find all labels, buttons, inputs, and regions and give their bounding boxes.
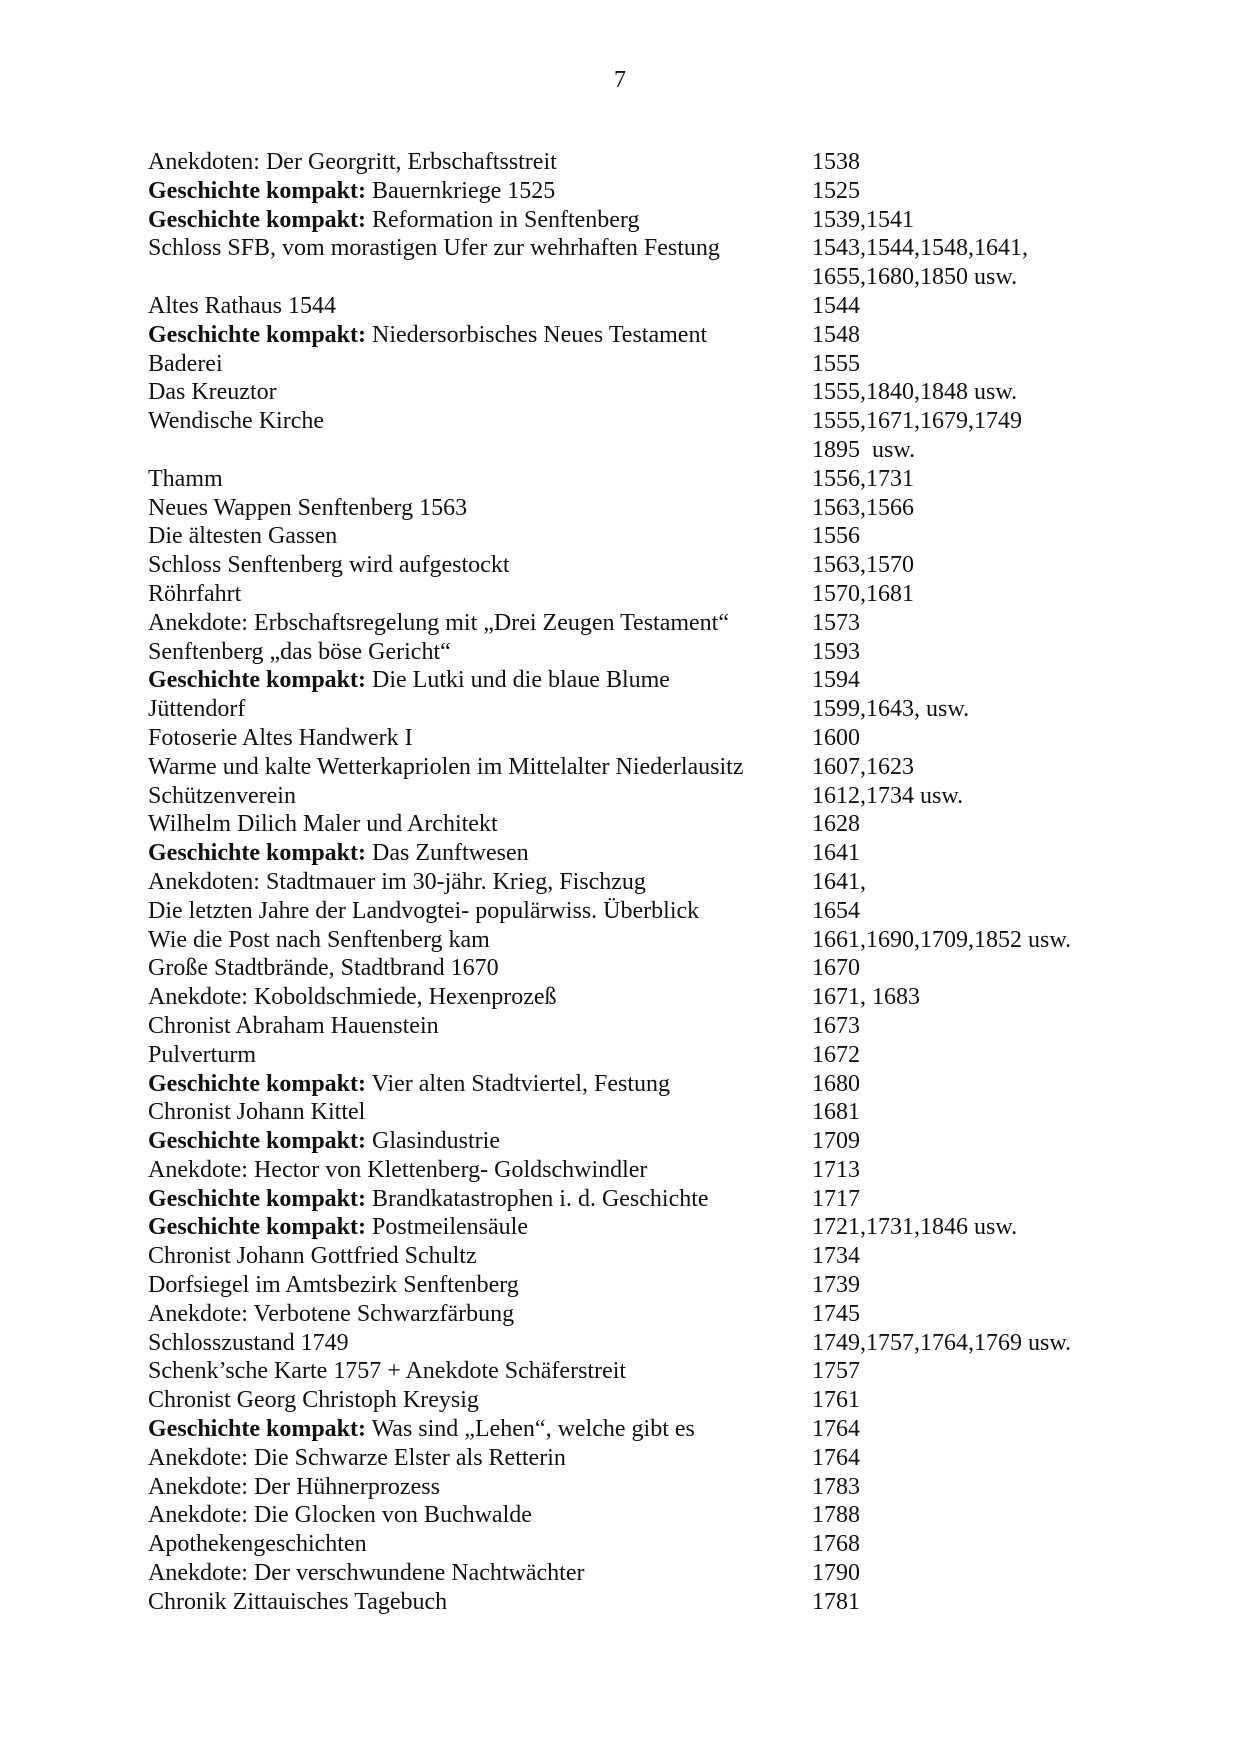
entry-title-text: Anekdote: Verbotene Schwarzfärbung — [148, 1300, 515, 1327]
entry-years — [812, 1070, 1108, 1099]
toc-entry — [148, 148, 1108, 177]
entry-years — [812, 1530, 1108, 1559]
entry-years — [812, 177, 1108, 206]
entry-year-line: 1788 — [812, 1502, 860, 1529]
toc-entry — [148, 926, 1108, 955]
entry-year-line: 1783 — [812, 1473, 860, 1500]
entry-years — [812, 1588, 1108, 1617]
entry-year-line: 1555,1671,1679,1749 — [812, 408, 1022, 435]
toc-entry — [148, 1242, 1108, 1271]
entry-year-line: 1607,1623 — [812, 753, 914, 780]
toc-entry — [148, 897, 1108, 926]
entry-year-line: 1563,1570 — [812, 552, 914, 579]
entry-year-line: 1670 — [812, 955, 860, 982]
entry-title-text: Was sind „Lehen“, welche gibt es — [366, 1416, 695, 1443]
toc-entry — [148, 1415, 1108, 1444]
entry-title — [148, 206, 812, 235]
entry-title — [148, 1415, 812, 1444]
entry-years — [812, 724, 1108, 753]
entry-title-text: Anekdote: Die Glocken von Buchwalde — [148, 1502, 532, 1529]
entry-year-line: 1654 — [812, 897, 860, 924]
entry-title-text: Anekdote: Der verschwundene Nachtwächter — [148, 1560, 585, 1587]
entry-years — [812, 407, 1108, 465]
entry-years — [812, 695, 1108, 724]
toc-entry — [148, 1559, 1108, 1588]
entry-title-text: Glasindustrie — [366, 1128, 500, 1155]
entry-year-line: 1681 — [812, 1099, 860, 1126]
entry-year-line: 1713 — [812, 1156, 860, 1183]
entry-title-text: Neues Wappen Senftenberg 1563 — [148, 494, 468, 521]
entry-title — [148, 609, 812, 638]
entry-year-line: 1555 — [812, 350, 860, 377]
entry-years — [812, 954, 1108, 983]
entry-title — [148, 1444, 812, 1473]
entry-category-prefix: Geschichte kompakt: — [148, 1416, 366, 1443]
entry-year-line: 1599,1643, usw. — [812, 696, 970, 723]
toc-entry — [148, 609, 1108, 638]
entry-title — [148, 1329, 812, 1358]
entry-years — [812, 1213, 1108, 1242]
table-of-contents — [148, 148, 1108, 1617]
toc-entry — [148, 494, 1108, 523]
entry-title — [148, 810, 812, 839]
entry-title — [148, 465, 812, 494]
entry-title — [148, 177, 812, 206]
toc-entry — [148, 1185, 1108, 1214]
page-number: 7 — [614, 67, 626, 93]
entry-title — [148, 378, 812, 407]
entry-year-line: 1570,1681 — [812, 580, 914, 607]
entry-year-line: 1543,1544,1548,1641, — [812, 235, 1028, 262]
entry-year-line: 1600 — [812, 724, 860, 751]
entry-title — [148, 1185, 812, 1214]
toc-entry — [148, 1473, 1108, 1502]
entry-years — [812, 494, 1108, 523]
entry-years — [812, 1242, 1108, 1271]
toc-entry — [148, 1127, 1108, 1156]
entry-years — [812, 1012, 1108, 1041]
entry-year-line: 1749,1757,1764,1769 usw. — [812, 1329, 1072, 1356]
entry-title-text: Die ältesten Gassen — [148, 523, 338, 550]
toc-entry — [148, 1156, 1108, 1185]
entry-year-line: 1544 — [812, 292, 860, 319]
toc-entry — [148, 868, 1108, 897]
entry-title-text: Schenk’sche Karte 1757 + Anekdote Schäferstreit — [148, 1358, 627, 1385]
entry-year-line: 1563,1566 — [812, 494, 914, 521]
entry-title-text: Dorfsiegel im Amtsbezirk Senftenberg — [148, 1272, 519, 1299]
toc-entry — [148, 206, 1108, 235]
entry-title-text: Schlosszustand 1749 — [148, 1329, 349, 1356]
entry-years — [812, 897, 1108, 926]
entry-years — [812, 551, 1108, 580]
toc-entry — [148, 638, 1108, 667]
entry-title-text: Anekdote: Der Hühnerprozess — [148, 1473, 440, 1500]
entry-year-line: 1761 — [812, 1387, 860, 1414]
entry-title-text: Chronik Zittauisches Tagebuch — [148, 1588, 448, 1615]
entry-title — [148, 868, 812, 897]
entry-years — [812, 638, 1108, 667]
entry-title — [148, 1213, 812, 1242]
entry-title-text: Schützenverein — [148, 782, 296, 809]
toc-entry — [148, 695, 1108, 724]
entry-years — [812, 1415, 1108, 1444]
entry-category-prefix: Geschichte kompakt: — [148, 177, 366, 204]
entry-title-text: Chronist Georg Christoph Kreysig — [148, 1387, 479, 1414]
entry-years — [812, 465, 1108, 494]
entry-title-text: Wendische Kirche — [148, 408, 324, 435]
toc-entry — [148, 350, 1108, 379]
entry-year-line: 1628 — [812, 811, 860, 838]
entry-title — [148, 1012, 812, 1041]
entry-title-text: Das Zunftwesen — [366, 840, 529, 867]
entry-title-text: Apothekengeschichten — [148, 1531, 367, 1558]
entry-year-line: 1641, — [812, 868, 866, 895]
entry-years — [812, 378, 1108, 407]
toc-entry — [148, 292, 1108, 321]
entry-title-text: Anekdote: Hector von Klettenberg- Goldschwindler — [148, 1156, 648, 1183]
entry-year-line: 1672 — [812, 1041, 860, 1068]
entry-years — [812, 839, 1108, 868]
entry-title — [148, 522, 812, 551]
entry-title-text: Die Lutki und die blaue Blume — [366, 667, 670, 694]
entry-year-line: 1781 — [812, 1588, 860, 1615]
entry-years — [812, 1041, 1108, 1070]
entry-year-line: 1594 — [812, 667, 860, 694]
toc-entry — [148, 983, 1108, 1012]
entry-title — [148, 1386, 812, 1415]
toc-entry — [148, 1271, 1108, 1300]
entry-title-text: Chronist Johann Gottfried Schultz — [148, 1243, 477, 1270]
entry-title — [148, 148, 812, 177]
entry-title — [148, 1156, 812, 1185]
entry-title-text: Niedersorbisches Neues Testament — [366, 321, 708, 348]
toc-entry — [148, 551, 1108, 580]
toc-entry — [148, 1300, 1108, 1329]
entry-year-line: 1641 — [812, 840, 860, 867]
entry-category-prefix: Geschichte kompakt: — [148, 1214, 366, 1241]
toc-entry — [148, 1588, 1108, 1617]
entry-category-prefix: Geschichte kompakt: — [148, 206, 366, 233]
toc-entry — [148, 666, 1108, 695]
entry-year-line: 1593 — [812, 638, 860, 665]
toc-entry — [148, 954, 1108, 983]
entry-title — [148, 321, 812, 350]
entry-years — [812, 1357, 1108, 1386]
entry-title-text: Fotoserie Altes Handwerk I — [148, 724, 413, 751]
entry-title-text: Anekdoten: Stadtmauer im 30-jähr. Krieg, Fischzug — [148, 868, 646, 895]
entry-year-line: 1734 — [812, 1243, 860, 1270]
entry-title — [148, 551, 812, 580]
entry-title — [148, 695, 812, 724]
entry-year-line: 1745 — [812, 1300, 860, 1327]
entry-year-line: 1790 — [812, 1560, 860, 1587]
entry-years — [812, 609, 1108, 638]
entry-title — [148, 926, 812, 955]
entry-title — [148, 1271, 812, 1300]
entry-title-text: Anekdoten: Der Georgritt, Erbschaftsstreit — [148, 149, 557, 175]
entry-years — [812, 1156, 1108, 1185]
toc-entry — [148, 321, 1108, 350]
entry-year-line: 1538 — [812, 149, 860, 175]
entry-year-line: 1548 — [812, 321, 860, 348]
toc-entry — [148, 1098, 1108, 1127]
entry-title-text: Senftenberg „das böse Gericht“ — [148, 638, 451, 665]
entry-years — [812, 782, 1108, 811]
entry-title — [148, 782, 812, 811]
entry-title — [148, 983, 812, 1012]
entry-years — [812, 926, 1108, 955]
toc-entry — [148, 1070, 1108, 1099]
entry-year-line: 1768 — [812, 1531, 860, 1558]
entry-title-text: Anekdote: Erbschaftsregelung mit „Drei Zeugen Testament“ — [148, 609, 730, 636]
toc-entry — [148, 753, 1108, 782]
entry-years — [812, 206, 1108, 235]
entry-category-prefix: Geschichte kompakt: — [148, 1128, 366, 1155]
entry-years — [812, 1127, 1108, 1156]
entry-title — [148, 1530, 812, 1559]
entry-title — [148, 954, 812, 983]
toc-entry — [148, 407, 1108, 465]
entry-title-text: Das Kreuztor — [148, 379, 277, 406]
entry-year-line: 1573 — [812, 609, 860, 636]
entry-year-line: 1525 — [812, 177, 860, 204]
entry-years — [812, 1271, 1108, 1300]
entry-title-text: Brandkatastrophen i. d. Geschichte — [366, 1185, 709, 1212]
entry-title — [148, 350, 812, 379]
entry-category-prefix: Geschichte kompakt: — [148, 1070, 366, 1097]
entry-title-text: Anekdote: Koboldschmiede, Hexenprozeß — [148, 984, 557, 1011]
toc-entry — [148, 580, 1108, 609]
entry-years — [812, 1098, 1108, 1127]
entry-title-text: Wie die Post nach Senftenberg kam — [148, 926, 490, 953]
entry-title-text: Röhrfahrt — [148, 580, 242, 607]
toc-entry — [148, 1444, 1108, 1473]
entry-year-line: 1539,1541 — [812, 206, 914, 233]
entry-year-line: 1612,1734 usw. — [812, 782, 964, 809]
entry-title — [148, 1242, 812, 1271]
entry-year-line: 1739 — [812, 1272, 860, 1299]
toc-entry — [148, 1530, 1108, 1559]
entry-title-text: Schloss Senftenberg wird aufgestockt — [148, 552, 510, 579]
entry-title-text: Baderei — [148, 350, 223, 377]
entry-years — [812, 753, 1108, 782]
entry-title — [148, 897, 812, 926]
toc-entry — [148, 724, 1108, 753]
toc-entry — [148, 1386, 1108, 1415]
toc-entry — [148, 1501, 1108, 1530]
entry-title — [148, 1357, 812, 1386]
entry-title — [148, 580, 812, 609]
entry-years — [812, 1501, 1108, 1530]
entry-year-line: 1556 — [812, 523, 860, 550]
entry-category-prefix: Geschichte kompakt: — [148, 667, 366, 694]
entry-years — [812, 1329, 1108, 1358]
entry-title — [148, 1588, 812, 1617]
entry-title — [148, 638, 812, 667]
entry-title-text: Vier alten Stadtviertel, Festung — [366, 1070, 671, 1097]
toc-entry — [148, 782, 1108, 811]
entry-title — [148, 1501, 812, 1530]
entry-years — [812, 580, 1108, 609]
entry-year-line: 1555,1840,1848 usw. — [812, 379, 1018, 406]
entry-year-line: 1673 — [812, 1012, 860, 1039]
entry-title-text: Chronist Johann Kittel — [148, 1099, 366, 1126]
toc-entry — [148, 465, 1108, 494]
entry-years — [812, 1444, 1108, 1473]
toc-entry — [148, 810, 1108, 839]
toc-entry — [148, 1357, 1108, 1386]
toc-entry — [148, 1329, 1108, 1358]
entry-title-text: Anekdote: Die Schwarze Elster als Retterin — [148, 1444, 566, 1471]
toc-entry — [148, 1012, 1108, 1041]
entry-years — [812, 148, 1108, 177]
entry-title — [148, 1098, 812, 1127]
entry-title — [148, 292, 812, 321]
entry-year-line: 1556,1731 — [812, 465, 914, 492]
entry-year-line: 1764 — [812, 1444, 860, 1471]
entry-years — [812, 983, 1108, 1012]
entry-title — [148, 1070, 812, 1099]
entry-years — [812, 1559, 1108, 1588]
entry-title-text: Reformation in Senftenberg — [366, 206, 640, 233]
entry-title-text: Warme und kalte Wetterkapriolen im Mittelalter Niederlausitz — [148, 753, 744, 780]
entry-year-line: 1655,1680,1850 usw. — [812, 264, 1018, 291]
entry-title-text: Jüttendorf — [148, 696, 246, 723]
entry-years — [812, 868, 1108, 897]
entry-title-text: Wilhelm Dilich Maler und Architekt — [148, 811, 498, 838]
entry-title-text: Große Stadtbrände, Stadtbrand 1670 — [148, 955, 499, 982]
entry-title — [148, 666, 812, 695]
entry-title-text: Bauernkriege 1525 — [366, 177, 556, 204]
entry-title-text: Thamm — [148, 465, 223, 492]
entry-title-text: Pulverturm — [148, 1041, 256, 1068]
entry-year-line: 1661,1690,1709,1852 usw. — [812, 926, 1072, 953]
entry-category-prefix: Geschichte kompakt: — [148, 840, 366, 867]
entry-year-line: 1895 usw. — [812, 436, 916, 463]
entry-year-line: 1757 — [812, 1358, 860, 1385]
entry-year-line: 1764 — [812, 1416, 860, 1443]
entry-year-line: 1717 — [812, 1185, 860, 1212]
entry-years — [812, 1300, 1108, 1329]
entry-years — [812, 321, 1108, 350]
entry-years — [812, 810, 1108, 839]
entry-year-line: 1709 — [812, 1128, 860, 1155]
entry-years — [812, 292, 1108, 321]
entry-title — [148, 1041, 812, 1070]
entry-years — [812, 350, 1108, 379]
entry-years — [812, 522, 1108, 551]
toc-entry — [148, 234, 1108, 292]
entry-title — [148, 1127, 812, 1156]
toc-entry — [148, 839, 1108, 868]
entry-category-prefix: Geschichte kompakt: — [148, 1185, 366, 1212]
toc-entry — [148, 1041, 1108, 1070]
toc-entry — [148, 177, 1108, 206]
entry-title-text: Postmeilensäule — [366, 1214, 528, 1241]
entry-year-line: 1671, 1683 — [812, 984, 920, 1011]
entry-title — [148, 1300, 812, 1329]
entry-years — [812, 234, 1108, 292]
entry-years — [812, 1473, 1108, 1502]
toc-entry — [148, 378, 1108, 407]
entry-years — [812, 666, 1108, 695]
entry-title — [148, 234, 812, 263]
entry-years — [812, 1386, 1108, 1415]
entry-year-line: 1721,1731,1846 usw. — [812, 1214, 1018, 1241]
toc-entry — [148, 1213, 1108, 1242]
entry-title-text: Die letzten Jahre der Landvogtei- populärwiss. Überblick — [148, 897, 700, 924]
entry-title-text: Altes Rathaus 1544 — [148, 292, 336, 319]
entry-title — [148, 494, 812, 523]
entry-title — [148, 407, 812, 436]
entry-year-line: 1680 — [812, 1070, 860, 1097]
toc-entry — [148, 522, 1108, 551]
entry-title — [148, 1473, 812, 1502]
entry-title — [148, 724, 812, 753]
entry-years — [812, 1185, 1108, 1214]
entry-title — [148, 1559, 812, 1588]
entry-title-text: Chronist Abraham Hauenstein — [148, 1012, 439, 1039]
entry-title — [148, 753, 812, 782]
entry-title — [148, 839, 812, 868]
entry-category-prefix: Geschichte kompakt: — [148, 321, 366, 348]
entry-title-text: Schloss SFB, vom morastigen Ufer zur wehrhaften Festung — [148, 235, 720, 262]
